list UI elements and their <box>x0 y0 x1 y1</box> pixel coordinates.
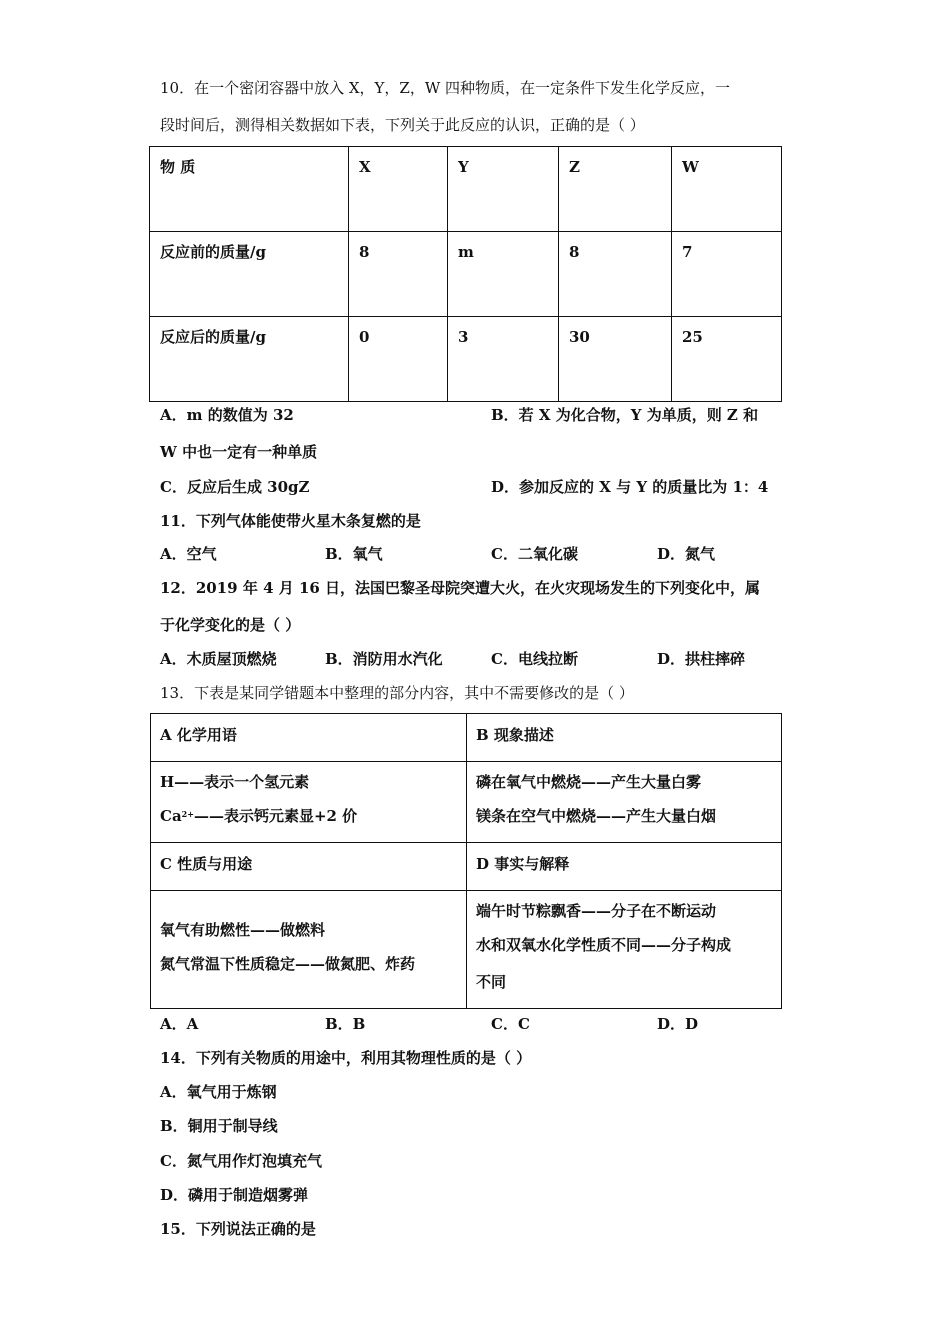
q10-option-d: D．参加反应的 X 与 Y 的质量比为 1：4 <box>491 478 769 496</box>
table-cell: 8 <box>569 243 580 261</box>
cell-d-line3: 不同 <box>476 973 507 991</box>
table-row <box>150 317 782 402</box>
q11-option-b: B．氧气 <box>325 545 383 563</box>
table-cell: 30 <box>569 328 590 346</box>
cell-b-line2: 镁条在空气中燃烧——产生大量白烟 <box>476 807 717 825</box>
q12-stem-line1: 12．2019 年 4 月 16 日，法国巴黎圣母院突遭大火，在火灾现场发生的下列变化中，属 <box>160 579 761 597</box>
q10-stem-line1: 10．在一个密闭容器中放入 X，Y，Z，W 四种物质，在一定条件下发生化学反应，一 <box>160 79 731 97</box>
table-row <box>151 843 782 891</box>
cell-c-line1: 氧气有助燃性——做燃料 <box>160 921 326 939</box>
q13-option-c: C．C <box>491 1015 530 1033</box>
q10-data-table <box>149 146 782 402</box>
cell-d-line1: 端午时节粽飘香——分子在不断运动 <box>476 902 717 920</box>
q10-stem-line2: 段时间后，测得相关数据如下表，下列关于此反应的认识，正确的是（ ） <box>160 116 645 134</box>
cell-a-line2 <box>151 792 466 826</box>
q13-stem: 13．下表是某同学错题本中整理的部分内容，其中不需要修改的是（ ） <box>160 684 634 702</box>
q13-option-b: B．B <box>325 1015 366 1033</box>
q12-option-c: C．电线拉断 <box>491 650 578 668</box>
q12-option-d: D．拱柱摔碎 <box>657 650 746 668</box>
q10-option-c: C．反应后生成 30gZ <box>160 478 310 496</box>
q11-option-d: D．氮气 <box>657 545 716 563</box>
cell-d-title: D 事实与解释 <box>476 855 570 873</box>
q10-option-a: A．m 的数值为 32 <box>160 406 294 424</box>
q10-option-b-cont: W 中也一定有一种单质 <box>160 443 318 461</box>
header-cell: X <box>359 158 371 176</box>
table-row <box>151 714 782 762</box>
q14-option-b: B．铜用于制导线 <box>160 1117 278 1135</box>
q14-option-d: D．磷用于制造烟雾弹 <box>160 1186 309 1204</box>
q13-table <box>150 713 782 1009</box>
header-cell: Y <box>458 158 469 176</box>
table-cell: 反应后的质量/g <box>160 328 266 346</box>
header-cell: 物 质 <box>160 158 196 176</box>
q14-stem: 14．下列有关物质的用途中，利用其物理性质的是（ ） <box>160 1049 532 1067</box>
cell-b-title: B 现象描述 <box>476 726 554 744</box>
q11-stem: 11．下列气体能使带火星木条复燃的是 <box>160 512 421 530</box>
cell-b-line1: 磷在氧气中燃烧——产生大量白雾 <box>476 773 702 791</box>
table-cell: 反应前的质量/g <box>160 243 266 261</box>
ca-charge: 2+ <box>181 809 194 819</box>
cell-a-title: A 化学用语 <box>160 726 237 744</box>
header-cell: Z <box>569 158 580 176</box>
cell-d-line2: 水和双氧水化学性质不同——分子构成 <box>476 936 732 954</box>
q14-option-c: C．氮气用作灯泡填充气 <box>160 1152 322 1170</box>
q13-option-d: D．D <box>657 1015 699 1033</box>
cell-c-title: C 性质与用途 <box>160 855 253 873</box>
cell-a-line1: H——表示一个氢元素 <box>160 773 310 791</box>
table-cell: 3 <box>458 328 469 346</box>
q12-option-a: A．木质屋顶燃烧 <box>160 650 277 668</box>
q12-stem-line2: 于化学变化的是（ ） <box>160 616 301 634</box>
ca-desc: ——表示钙元素显+2 价 <box>193 807 358 825</box>
table-row <box>151 762 782 843</box>
q12-option-b: B．消防用水汽化 <box>325 650 443 668</box>
ca-symbol: Ca <box>160 807 182 825</box>
q15-stem: 15．下列说法正确的是 <box>160 1220 316 1238</box>
table-cell: 0 <box>359 328 370 346</box>
table-cell: 25 <box>682 328 703 346</box>
q10-option-b: B．若 X 为化合物，Y 为单质，则 Z 和 <box>491 406 759 424</box>
header-cell: W <box>682 158 699 176</box>
cell-c-line2: 氮气常温下性质稳定——做氮肥、炸药 <box>160 955 416 973</box>
table-cell: 7 <box>682 243 693 261</box>
q11-option-a: A．空气 <box>160 545 217 563</box>
table-header-row <box>150 147 782 232</box>
q11-option-c: C．二氧化碳 <box>491 545 578 563</box>
table-cell: m <box>458 243 474 261</box>
table-row <box>150 232 782 317</box>
q14-option-a: A．氧气用于炼钢 <box>160 1083 277 1101</box>
q13-option-a: A．A <box>160 1015 199 1033</box>
table-cell: 8 <box>359 243 370 261</box>
table-row <box>151 891 782 1009</box>
